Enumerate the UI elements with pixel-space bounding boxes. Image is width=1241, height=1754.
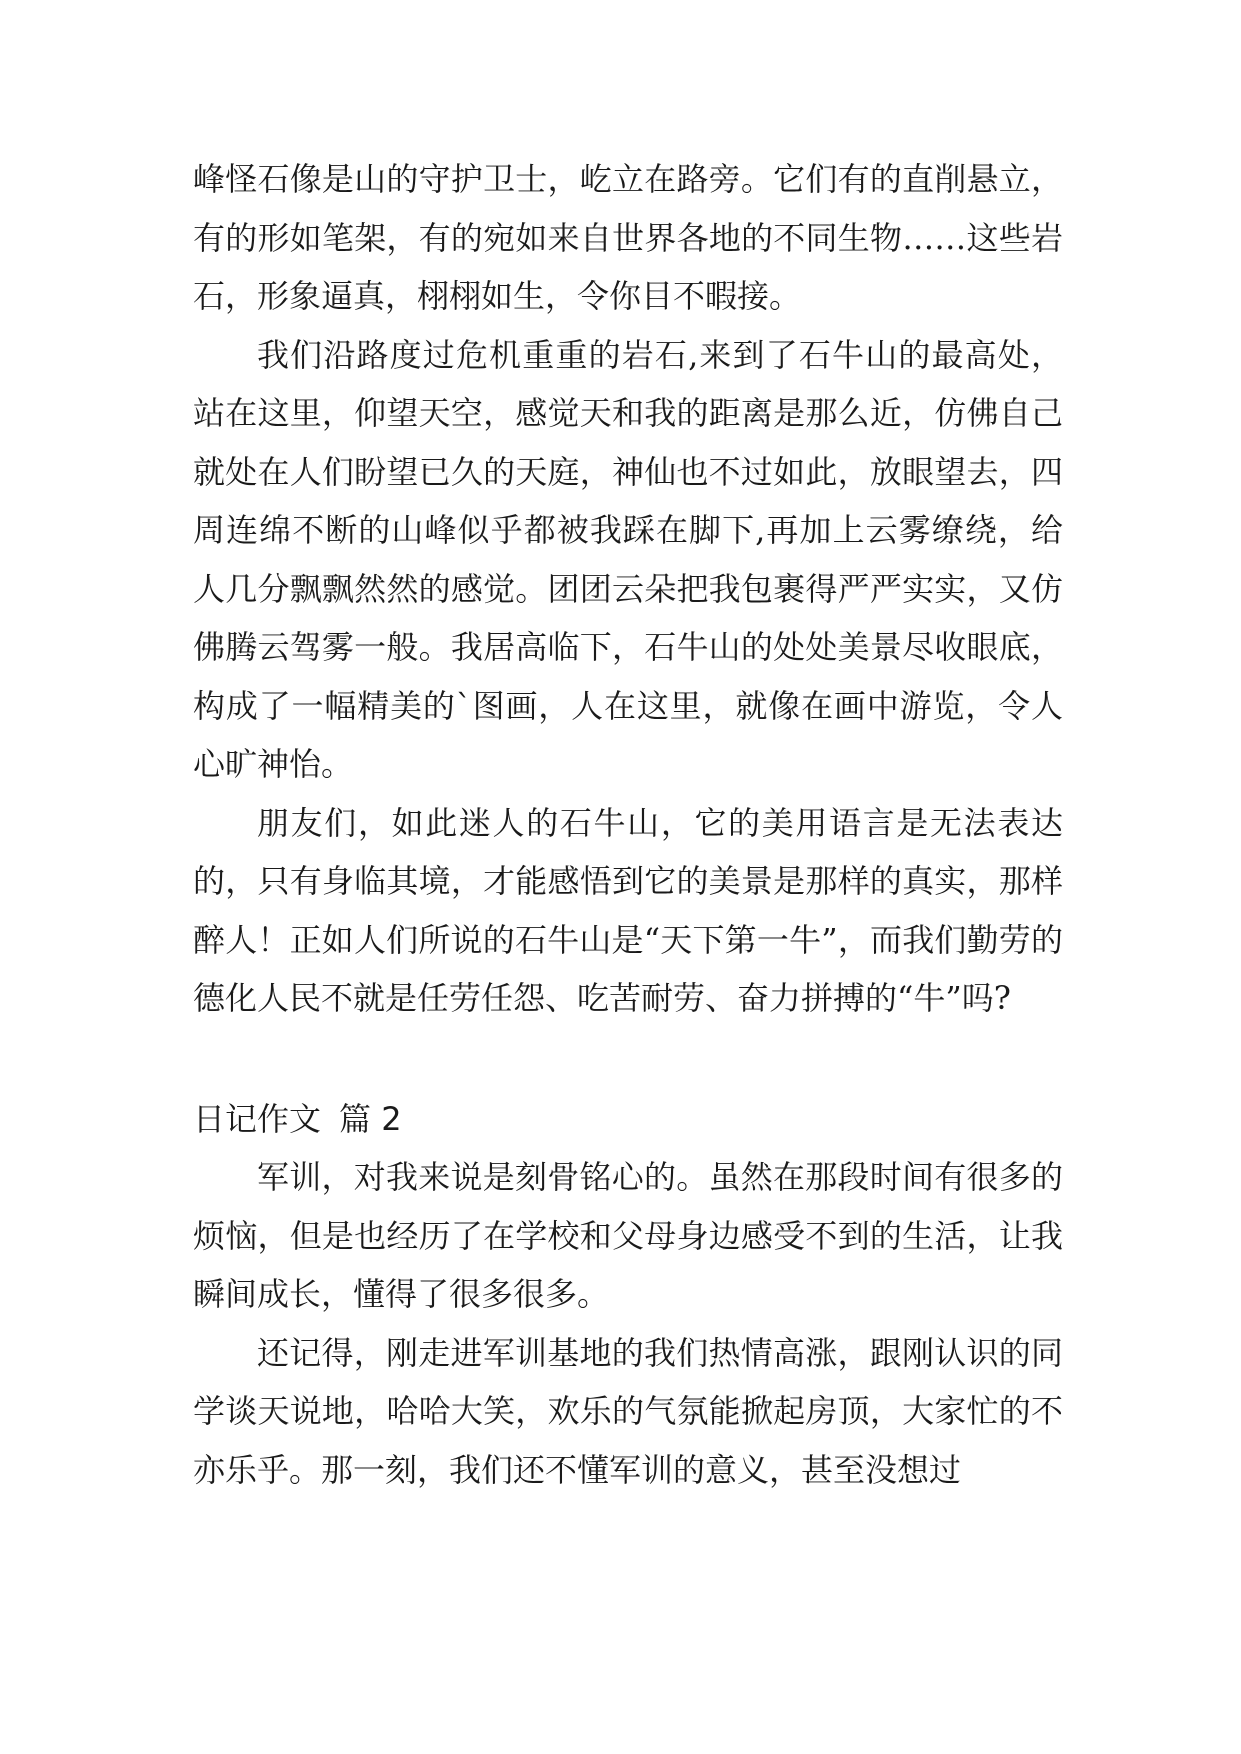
section-title: 日记作文 [193,1099,322,1138]
section-heading [193,1090,1063,1149]
paragraph-rock-formations: 峰怪石像是山的守护卫士，屹立在路旁。它们有的直削悬立，有的形如笔架，有的宛如来自世界各地的不同生物……这些岩石，形象逼真，栩栩如生，令你目不暇接。 [193,160,1063,315]
paragraph-military-training: 军训，对我来说是刻骨铭心的。虽然在那段时间有很多的烦恼，但是也经历了在学校和父母身边感受不到的生活，让我瞬间成长，懂得了很多很多。 [193,1158,1063,1313]
paragraph-summit: 我们沿路度过危机重重的岩石,来到了石牛山的最高处，站在这里，仰望天空，感觉天和我的距离是那么近，仿佛自己就处在人们盼望已久的天庭，神仙也不过如此，放眼望去，四周连绵不断的山峰似乎都被我踩在脚下,再加上云雾缭绕，给人几分飘飘然然的感觉。团团云朵把我包裹得严严实实，又仿佛腾云驾雾一般。我居高临下，石牛山的处处美景尽收眼底，构成了一幅精美的`图画，人在这里，就像在画中游览，令人心旷神怡。 [193,335,1063,783]
paragraph-training-base: 还记得，刚走进军训基地的我们热情高涨，跟刚认识的同学谈天说地，哈哈大笑，欢乐的气氛能掀起房顶，大家忙的不亦乐乎。那一刻，我们还不懂军训的意义，甚至没想过 [193,1333,1063,1489]
section-number: 篇 2 [339,1099,402,1138]
paragraph-conclusion: 朋友们，如此迷人的石牛山，它的美用语言是无法表达的，只有身临其境，才能感悟到它的美景是那样的真实，那样醉人！正如人们所说的石牛山是“天下第一牛”，而我们勤劳的德化人民不就是任劳任怨、吃苦耐劳、奋力拼搏的“牛”吗? [193,803,1063,1017]
document-body [193,150,1063,1499]
